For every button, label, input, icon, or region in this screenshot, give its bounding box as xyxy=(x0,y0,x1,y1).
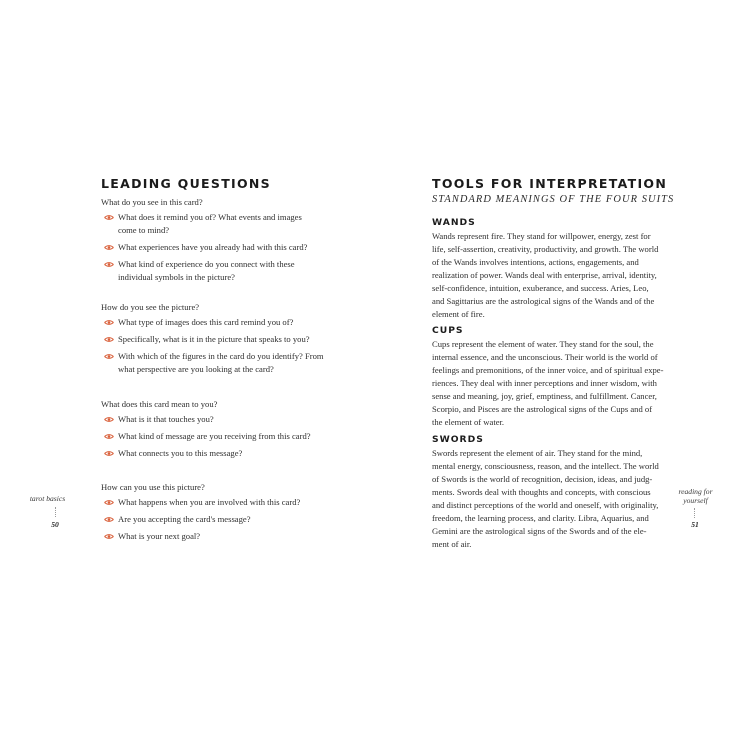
suit-title: WANDS xyxy=(432,217,476,228)
folio-divider-right xyxy=(694,508,697,518)
question-text: what perspective are you looking at the card? xyxy=(118,364,274,374)
suit-description xyxy=(432,447,682,551)
eye-bullet-icon xyxy=(104,416,114,423)
question-group-intro: How do you see the picture? xyxy=(101,302,200,312)
page-number-right: 51 xyxy=(691,520,699,529)
question-text: Specifically, what is it in the picture that speaks to you? xyxy=(118,334,310,344)
suit-description-line: Swords represent the element of air. They stand for the mind, xyxy=(432,448,643,458)
suit-description-line: freedom, the learning process, and clarity. Libra, Aquarius, and xyxy=(432,513,649,523)
folio-label-right xyxy=(668,487,723,505)
question-text: What is it that touches you? xyxy=(118,414,214,424)
eye-bullet-icon xyxy=(104,433,114,440)
suit-description-line: life, self-assertion, creativity, productivity, and growth. The world xyxy=(432,244,659,254)
folio-label-left: tarot basics xyxy=(29,494,66,503)
question-group-intro: How can you use this picture? xyxy=(101,482,205,492)
tools-heading: TOOLS FOR INTERPRETATION xyxy=(432,176,668,191)
folio-label-right-line-1: reading for xyxy=(678,487,713,496)
suit-description-line: of the Wands involves intentions, actions, engagements, and xyxy=(432,257,639,267)
suit-description-line: mental energy, consciousness, reason, and the intellect. The world xyxy=(432,461,659,471)
question-group-intro: What does this card mean to you? xyxy=(101,399,218,409)
suit-description-line: Wands represent fire. They stand for willpower, energy, zest for xyxy=(432,231,651,241)
eye-bullet-icon xyxy=(104,336,114,343)
page-number-left: 50 xyxy=(51,520,59,529)
suit-description-line: self-confidence, intuition, exuberance, and success. Aries, Leo, xyxy=(432,283,649,293)
question-text: individual symbols in the picture? xyxy=(118,272,235,282)
question-text: Are you accepting the card's message? xyxy=(118,514,251,524)
eye-bullet-icon xyxy=(104,533,114,540)
suit-description-line: feelings and premonitions, of the inner voice, and of spiritual expe- xyxy=(432,365,664,375)
eye-bullet-icon xyxy=(104,214,114,221)
eye-bullet-icon xyxy=(104,499,114,506)
suit-description-line: ment of air. xyxy=(432,539,472,549)
suit-description-line: Gemini are the astrological signs of the Swords and of the ele- xyxy=(432,526,647,536)
suit-description-line: element of fire. xyxy=(432,309,485,319)
right-page xyxy=(375,0,750,750)
question-text: What does it remind you of? What events and images xyxy=(118,212,302,222)
suit-description-line: realization of power. Wands deal with enterprise, arrival, identity, xyxy=(432,270,657,280)
suit-description-line: Scorpio, and Pisces are the astrological signs of the Cups and of xyxy=(432,404,653,414)
suit-description-line: ments. Swords deal with thoughts and concepts, with conscious xyxy=(432,487,651,497)
question-text: What connects you to this message? xyxy=(118,448,243,458)
suit-description-line: sense and meaning, joy, grief, emptiness, and fulfillment. Cancer, xyxy=(432,391,657,401)
question-text: What kind of experience do you connect with these xyxy=(118,259,295,269)
folio-divider-left xyxy=(55,507,58,517)
question-group-intro: What do you see in this card? xyxy=(101,197,203,207)
eye-bullet-icon xyxy=(104,319,114,326)
suit-description-line: Cups represent the element of water. They stand for the soul, the xyxy=(432,339,654,349)
question-text: What happens when you are involved with this card? xyxy=(118,497,301,507)
suit-description-line: and distinct perceptions of the world and oneself, with originality, xyxy=(432,500,659,510)
eye-bullet-icon xyxy=(104,261,114,268)
question-text: come to mind? xyxy=(118,225,170,235)
eye-bullet-icon xyxy=(104,450,114,457)
suits-subheading: STANDARD MEANINGS OF THE FOUR SUITS xyxy=(432,194,675,205)
question-text: What kind of message are you receiving from this card? xyxy=(118,431,311,441)
leading-questions-heading: LEADING QUESTIONS xyxy=(101,176,271,191)
suit-title: CUPS xyxy=(432,325,464,336)
suit-description-line: the element of water. xyxy=(432,417,505,427)
question-text: What experiences have you already had with this card? xyxy=(118,242,308,252)
eye-bullet-icon xyxy=(104,353,114,360)
eye-bullet-icon xyxy=(104,516,114,523)
folio-label-right-line-2: yourself xyxy=(683,496,708,505)
eye-bullet-icon xyxy=(104,244,114,251)
suit-description-line: and Sagittarius are the astrological signs of the Wands and of the xyxy=(432,296,655,306)
question-text: With which of the figures in the card do you identify? From xyxy=(118,351,324,361)
suit-description-line: of Swords is the world of recognition, decision, ideas, and judg- xyxy=(432,474,653,484)
suit-description xyxy=(432,338,682,429)
suit-description xyxy=(432,230,682,321)
suit-description-line: riences. They deal with inner perceptions and inner wisdom, with xyxy=(432,378,657,388)
question-text: What type of images does this card remind you of? xyxy=(118,317,294,327)
suit-description-line: internal essence, and the unconscious. Their world is the world of xyxy=(432,352,658,362)
question-text: What is your next goal? xyxy=(118,531,201,541)
suit-title: SWORDS xyxy=(432,434,484,445)
